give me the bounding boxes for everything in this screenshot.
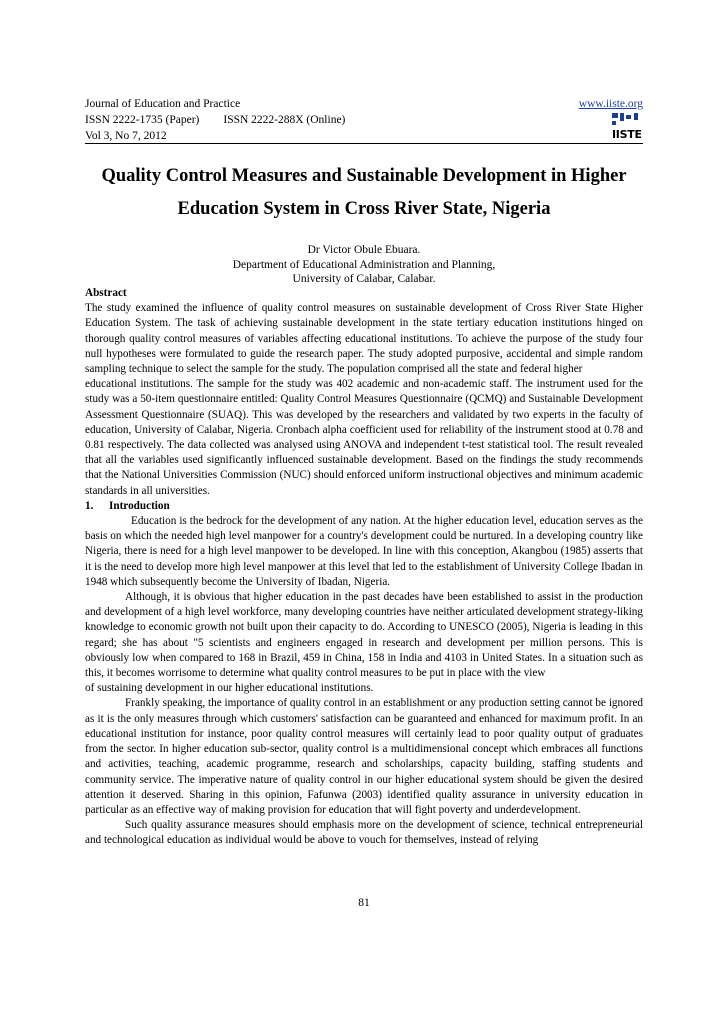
title-line-1: Quality Control Measures and Sustainable Development in Higher [101,166,627,186]
journal-url-link[interactable]: www.iiste.org [578,98,643,110]
abstract-paragraph-1: The study examined the influence of quality control measures on sustainable development of Cross River State Higher Education System. The task of achieving sustainable development in the state tertiary education institutions hinged on thorough quality control measures of variables affecting educational institutions. To achieve the purpose of the study four null hypotheses were formulated to guide the research paper. The study adopted purposive, accidental and simple random sampling technique to select the sample for the study. The population comprised all the state and federal higher [85,302,643,376]
section-number: 1. [85,499,94,512]
issn-online: ISSN 2222-288X (Online) [223,114,346,126]
section-title: Introduction [109,499,170,512]
journal-name: Journal of Education and Practice [85,98,241,110]
author-university: University of Calabar, Calabar. [292,273,436,285]
author-name: Dr Victor Obule Ebuara. [307,244,421,256]
paper-body [85,286,643,849]
paper-title [85,160,643,226]
intro-paragraph-2-continued: of sustaining development in our higher educational institutions. [85,682,374,695]
page-number: 81 [358,897,370,909]
intro-paragraph-2: Although, it is obvious that higher education in the past decades have been established to assist in the production and development of a high level workforce, many developing countries have neither articulated development strategy-liking knowledge to economic growth not built upon their capacity to do. According to UNESCO (2005), Nigeria is leading in this regard; she has about "5 scientists and engineers engaged in research and development per million persons. This is obviously low when compared to 168 in Brazil, 459 in China, 158 in India and 4103 in United States. In a situation such as this, it becomes worrisome to determine what quality control measures to be put in place with the view [85,591,643,680]
title-line-2: Education System in Cross River State, Nigeria [177,199,551,219]
issn-paper: ISSN 2222-1735 (Paper) [85,114,200,126]
author-block [85,243,643,287]
intro-paragraph-3: Frankly speaking, the importance of quality control in an establishment or any production setting cannot be ignored as it is the only measures through which customers' satisfaction can be guaranteed and enhanced for maximum profit. In an educational institution for instance, poor quality control measures will certainly lead to poor quality output of graduates from the sector. In higher education sub-sector, quality control is a multidimensional concept which embraces all functions and activities, teaching, academic programme, research and scholarships, capacity building, staffing students and community service. The imperative nature of quality control in our higher educational system should be given the desired attention it deserved. Sharing in this opinion, Fafunwa (2003) identified quality assurance in university education in particular as an effective way of making provision for education that will fight poverty and underdevelopment. [85,697,643,816]
iiste-logo-icon [612,113,642,139]
abstract-heading: Abstract [85,287,127,299]
introduction-heading [85,499,643,514]
logo-text: IISTE [612,128,642,139]
volume-issue: Vol 3, No 7, 2012 [85,130,167,142]
author-department: Department of Educational Administration and Planning, [232,258,496,271]
intro-paragraph-4: Such quality assurance measures should emphasis more on the development of science, technical entrepreneurial and technological education as individual would be above to vouch for themselves, instead of relying [85,819,643,847]
journal-header [85,96,643,144]
abstract-paragraph-2: educational institutions. The sample for the study was 402 academic and non-academic staff. The instrument used for the study was a 50-item questionnaire entitled: Quality Control Measures Questionnaire (QCMQ) and Sustainable Development Assessment Questionnaire (SUAQ). This was developed by the researchers and validated by two experts in the faculty of education, University of Calabar, Nigeria. Cronbach alpha coefficient used for reliability of the instrument stood at 0.78 and 0.81 respectively. The data collected was analysed using ANOVA and independent t-test statistical tool. The result revealed that all the variables used significantly influenced sustainable development. Based on the findings the study recommends that the National Universities Commission (NUC) should enforced uniform instructional objectives and minimum academic standards in all universities. [85,378,643,497]
intro-paragraph-1: Education is the bedrock for the development of any nation. At the higher education level, education serves as the basis on which the needed high level manpower for a country's development could be nurtured. In a developing country like Nigeria, there is need for a high level manpower to be developed. In line with this conception, Akangbou (1985) asserts that it is the need to develop more high level manpower at this level that led to the establishment of University College Ibadan in 1948 which subsequently become the University of Ibadan, Nigeria. [85,515,643,588]
header-divider [85,143,643,144]
